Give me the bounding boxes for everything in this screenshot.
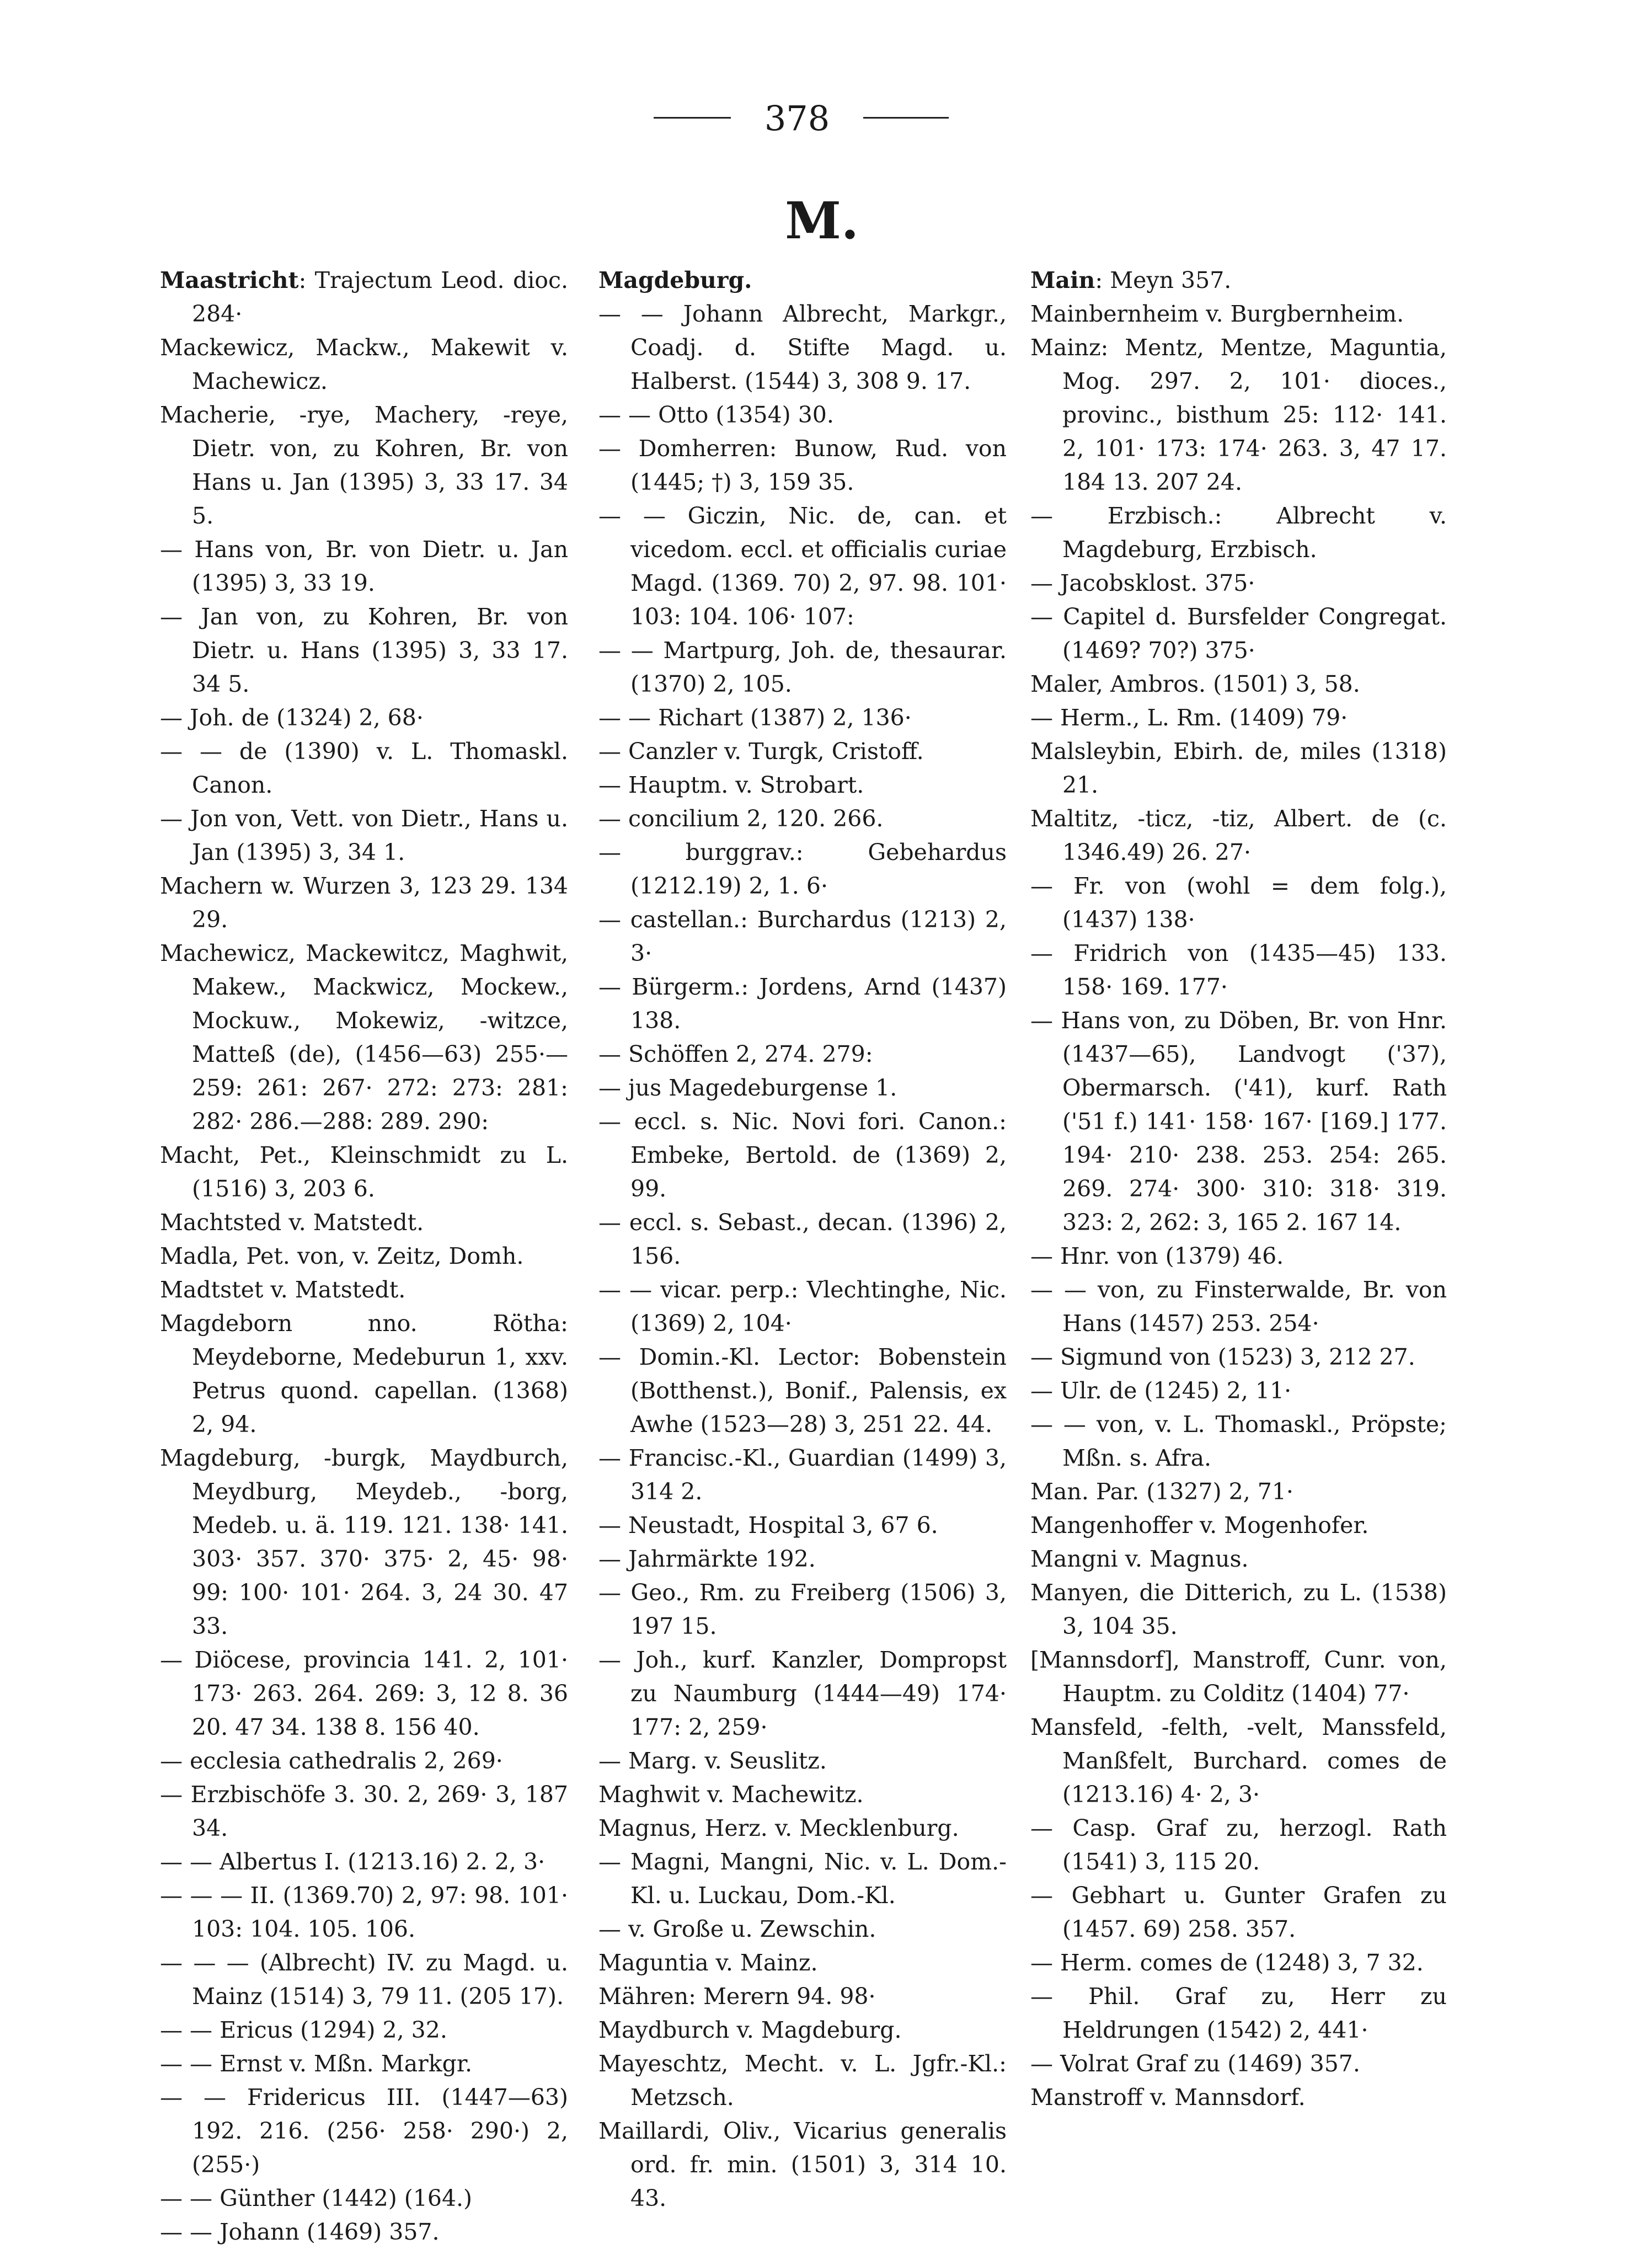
index-entry: Maillardi, Oliv., Vicarius generalis ord. fr. min. (1501) 3, 314 10. 43. — [598, 2118, 1007, 2211]
index-entry: Mainbernheim v. Burgbernheim. — [1030, 301, 1404, 327]
index-entry: Mangenhoffer v. Mogenhofer. — [1030, 1512, 1369, 1538]
index-entry: — Joh., kurf. Kanzler, Dompropst zu Naumburg (1444—49) 174· 177: 2, 259· — [598, 1647, 1007, 1740]
index-entry: — Jon von, Vett. von Dietr., Hans u. Jan (1395) 3, 34 1. — [160, 805, 568, 866]
index-entry: — eccl. s. Nic. Novi fori. Canon.: Embeke, Bertold. de (1369) 2, 99. — [598, 1108, 1007, 1202]
index-entry: — Neustadt, Hospital 3, 67 6. — [598, 1512, 938, 1538]
index-entry: — — Ericus (1294) 2, 32. — [160, 2017, 447, 2043]
index-entry: — — Otto (1354) 30. — [598, 402, 834, 428]
index-entry: Magnus, Herz. v. Mecklenburg. — [598, 1815, 959, 1841]
section-letter: M. — [785, 191, 859, 250]
index-entry: Mangni v. Magnus. — [1030, 1546, 1249, 1572]
index-column-2 — [598, 264, 1007, 2215]
index-entry: Maastricht: Trajectum Leod. dioc. 284· — [160, 267, 568, 327]
index-entry: Mackewicz, Mackw., Makewit v. Machewicz. — [160, 334, 568, 394]
index-entry: Mayeschtz, Mecht. v. L. Jgfr.-Kl.: Metzsch. — [598, 2050, 1007, 2111]
index-entry: — Joh. de (1324) 2, 68· — [160, 704, 424, 731]
index-entry: — Gebhart u. Gunter Grafen zu (1457. 69) 258. 357. — [1030, 1882, 1447, 1942]
index-entry: — eccl. s. Sebast., decan. (1396) 2, 156. — [598, 1209, 1007, 1269]
index-entry: — Volrat Graf zu (1469) 357. — [1030, 2050, 1360, 2077]
index-entry: Mähren: Merern 94. 98· — [598, 1983, 876, 2010]
index-entry: — — Albertus I. (1213.16) 2. 2, 3· — [160, 1849, 546, 1875]
index-entry: — Diöcese, provincia 141. 2, 101· 173· 263. 264. 269: 3, 12 8. 36 20. 47 34. 138 8. 156 40. — [160, 1647, 568, 1740]
index-entry: — — Giczin, Nic. de, can. et vicedom. eccl. et officialis curiae Magd. (1369. 70) 2, 97. 98. 101· 103: 104. 106· 107: — [598, 503, 1007, 630]
index-entry: Machewicz, Mackewitcz, Maghwit, Makew., Mackwicz, Mockew., Mockuw., Mokewiz, -witzce, Matteß (de), (1456—63) 255·—259: 261: 267· 272: 273: 281: 282· 286.—288: 289. 290: — [160, 940, 568, 1135]
index-entry: — Erzbisch.: Albrecht v. Magdeburg, Erzbisch. — [1030, 503, 1447, 563]
index-entry: Manstroff v. Mannsdorf. — [1030, 2084, 1306, 2111]
index-entry: — concilium 2, 120. 266. — [598, 805, 884, 832]
index-entry: — — Johann Albrecht, Markgr., Coadj. d. Stifte Magd. u. Halberst. (1544) 3, 308 9. 17. — [598, 301, 1007, 394]
index-entry: Madla, Pet. von, v. Zeitz, Domh. — [160, 1243, 524, 1269]
index-entry: Machtsted v. Matstedt. — [160, 1209, 424, 1236]
index-column-3 — [1030, 264, 1447, 2114]
headword: Main — [1030, 267, 1095, 293]
index-entry: Magdeborn nno. Rötha: Meydeborne, Medeburun 1, xxv. Petrus quond. capellan. (1368) 2, 94. — [160, 1310, 568, 1438]
index-entry: — Herm. comes de (1248) 3, 7 32. — [1030, 1949, 1424, 1976]
index-entry: Maguntia v. Mainz. — [598, 1949, 818, 1976]
index-entry: — Bürgerm.: Jordens, Arnd (1437) 138. — [598, 974, 1007, 1034]
index-entry: — Hans von, zu Döben, Br. von Hnr. (1437—65), Landvogt ('37), Obermarsch. ('41), kurf. Rath ('51 f.) 141· 158· 167· [169.] 177. 194· 210· 238. 253. 254: 265. 269. 274· 300· 310: 318· 319. 323: 2, 262: 3, 165 2. 167 14. — [1030, 1007, 1447, 1236]
index-entry: Machern w. Wurzen 3, 123 29. 134 29. — [160, 873, 568, 933]
index-entry: Magdeburg, -burgk, Maydburch, Meydburg, Meydeb., -borg, Medeb. u. ä. 119. 121. 138· 141. 303· 357. 370· 375· 2, 45· 98· 99: 100· 101· 264. 3, 24 30. 47 33. — [160, 1445, 568, 1639]
index-entry — [598, 264, 1007, 297]
index-entry: Manyen, die Ditterich, zu L. (1538) 3, 104 35. — [1030, 1579, 1447, 1639]
index-entry: — — Fridericus III. (1447—63) 192. 216. (256· 258· 290·) 2, (255·) — [160, 2084, 568, 2178]
index-entry: — Jan von, zu Kohren, Br. von Dietr. u. Hans (1395) 3, 33 17. 34 5. — [160, 603, 568, 697]
index-entry: — — von, zu Finsterwalde, Br. von Hans (1457) 253. 254· — [1030, 1276, 1447, 1337]
index-entry: — — Ernst v. Mßn. Markgr. — [160, 2050, 472, 2077]
index-entry: — Fridrich von (1435—45) 133. 158· 169. 177· — [1030, 940, 1447, 1000]
index-entry: — — Martpurg, Joh. de, thesaurar. (1370) 2, 105. — [598, 637, 1007, 697]
index-entry: — v. Große u. Zewschin. — [598, 1916, 876, 1942]
index-entry: — Hnr. von (1379) 46. — [1030, 1243, 1284, 1269]
index-entry: — Fr. von (wohl = dem folg.), (1437) 138· — [1030, 873, 1447, 933]
index-entry: Main: Meyn 357. — [1030, 267, 1232, 293]
index-entry: — Canzler v. Turgk, Cristoff. — [598, 738, 924, 765]
index-entry: — Sigmund von (1523) 3, 212 27. — [1030, 1344, 1415, 1370]
index-entry: — — Richart (1387) 2, 136· — [598, 704, 912, 731]
index-entry: — castellan.: Burchardus (1213) 2, 3· — [598, 906, 1007, 966]
index-entry: — Domin.-Kl. Lector: Bobenstein (Botthenst.), Bonif., Palensis, ex Awhe (1523—28) 3, 251 22. 44. — [598, 1344, 1007, 1438]
headword: Maastricht — [160, 267, 299, 293]
index-entry: — burggrav.: Gebehardus (1212.19) 2, 1. 6· — [598, 839, 1007, 899]
index-entry: — — — (Albrecht) IV. zu Magd. u. Mainz (1514) 3, 79 11. (205 17). — [160, 1949, 568, 2010]
index-entry: — — Günther (1442) (164.) — [160, 2185, 473, 2211]
page-number: 378 — [764, 98, 830, 138]
index-entry: — — Johann (1469) 357. — [160, 2219, 440, 2245]
index-entry: — — — II. (1369.70) 2, 97: 98. 101· 103: 104. 105. 106. — [160, 1882, 568, 1942]
index-entry: [Mannsdorf], Manstroff, Cunr. von, Hauptm. zu Colditz (1404) 77· — [1030, 1647, 1447, 1707]
index-entry: — ecclesia cathedralis 2, 269· — [160, 1748, 503, 1774]
index-entry: — Geo., Rm. zu Freiberg (1506) 3, 197 15. — [598, 1579, 1007, 1639]
index-entry: Mansfeld, -felth, -velt, Manssfeld, Manßfelt, Burchard. comes de (1213.16) 4· 2, 3· — [1030, 1714, 1447, 1808]
index-entry: — — de (1390) v. L. Thomaskl. Canon. — [160, 738, 568, 798]
index-entry: Mainz: Mentz, Mentze, Maguntia, Mog. 297. 2, 101· dioces., provinc., bisthum 25: 112· 141. 2, 101· 173: 174· 263. 3, 47 17. 184 13. 207 24. — [1030, 334, 1447, 495]
index-entry: — Marg. v. Seuslitz. — [598, 1748, 827, 1774]
index-entry: — Jahrmärkte 192. — [598, 1546, 816, 1572]
index-entry: — Casp. Graf zu, herzogl. Rath (1541) 3, 115 20. — [1030, 1815, 1447, 1875]
index-entry: — Magni, Mangni, Nic. v. L. Dom.-Kl. u. Luckau, Dom.-Kl. — [598, 1849, 1007, 1909]
index-entry: — — von, v. L. Thomaskl., Pröpste; Mßn. s. Afra. — [1030, 1411, 1447, 1471]
index-entry: — Hauptm. v. Strobart. — [598, 772, 864, 798]
index-entry: Man. Par. (1327) 2, 71· — [1030, 1478, 1293, 1505]
page-header — [0, 94, 1652, 143]
header-rule-right — [863, 117, 949, 119]
index-entry: — Schöffen 2, 274. 279: — [598, 1041, 873, 1067]
index-entry: — Herm., L. Rm. (1409) 79· — [1030, 704, 1348, 731]
index-entry: — Hans von, Br. von Dietr. u. Jan (1395) 3, 33 19. — [160, 536, 568, 596]
index-entry: — Francisc.-Kl., Guardian (1499) 3, 314 2. — [598, 1445, 1007, 1505]
index-column-1 — [160, 264, 568, 2249]
index-entry: Madtstet v. Matstedt. — [160, 1276, 406, 1303]
index-entry: — Jacobsklost. 375· — [1030, 570, 1255, 596]
index-entry: — Capitel d. Bursfelder Congregat. (1469? 70?) 375· — [1030, 603, 1447, 664]
index-entry: Maghwit v. Machewitz. — [598, 1781, 864, 1808]
index-entry: — Phil. Graf zu, Herr zu Heldrungen (1542) 2, 441· — [1030, 1983, 1447, 2043]
index-entry: Macherie, -rye, Machery, -reye, Dietr. von, zu Kohren, Br. von Hans u. Jan (1395) 3, 33 17. 34 5. — [160, 402, 568, 529]
index-entry: — jus Magedeburgense 1. — [598, 1075, 897, 1101]
index-entry: — Domherren: Bunow, Rud. von (1445; †) 3, 159 35. — [598, 435, 1007, 495]
index-entry: Maltitz, -ticz, -tiz, Albert. de (c. 1346.49) 26. 27· — [1030, 805, 1447, 866]
index-entry: — Erzbischöfe 3. 30. 2, 269· 3, 187 34. — [160, 1781, 568, 1841]
index-entry: Maydburch v. Magdeburg. — [598, 2017, 902, 2043]
header-rule-left — [654, 117, 731, 119]
headword: Magdeburg. — [598, 267, 752, 293]
index-entry: Malsleybin, Ebirh. de, miles (1318) 21. — [1030, 738, 1447, 798]
index-entry: Maler, Ambros. (1501) 3, 58. — [1030, 671, 1360, 697]
index-entry: — — vicar. perp.: Vlechtinghe, Nic. (1369) 2, 104· — [598, 1276, 1007, 1337]
index-entry: — Ulr. de (1245) 2, 11· — [1030, 1377, 1292, 1404]
index-entry: Macht, Pet., Kleinschmidt zu L. (1516) 3, 203 6. — [160, 1142, 568, 1202]
